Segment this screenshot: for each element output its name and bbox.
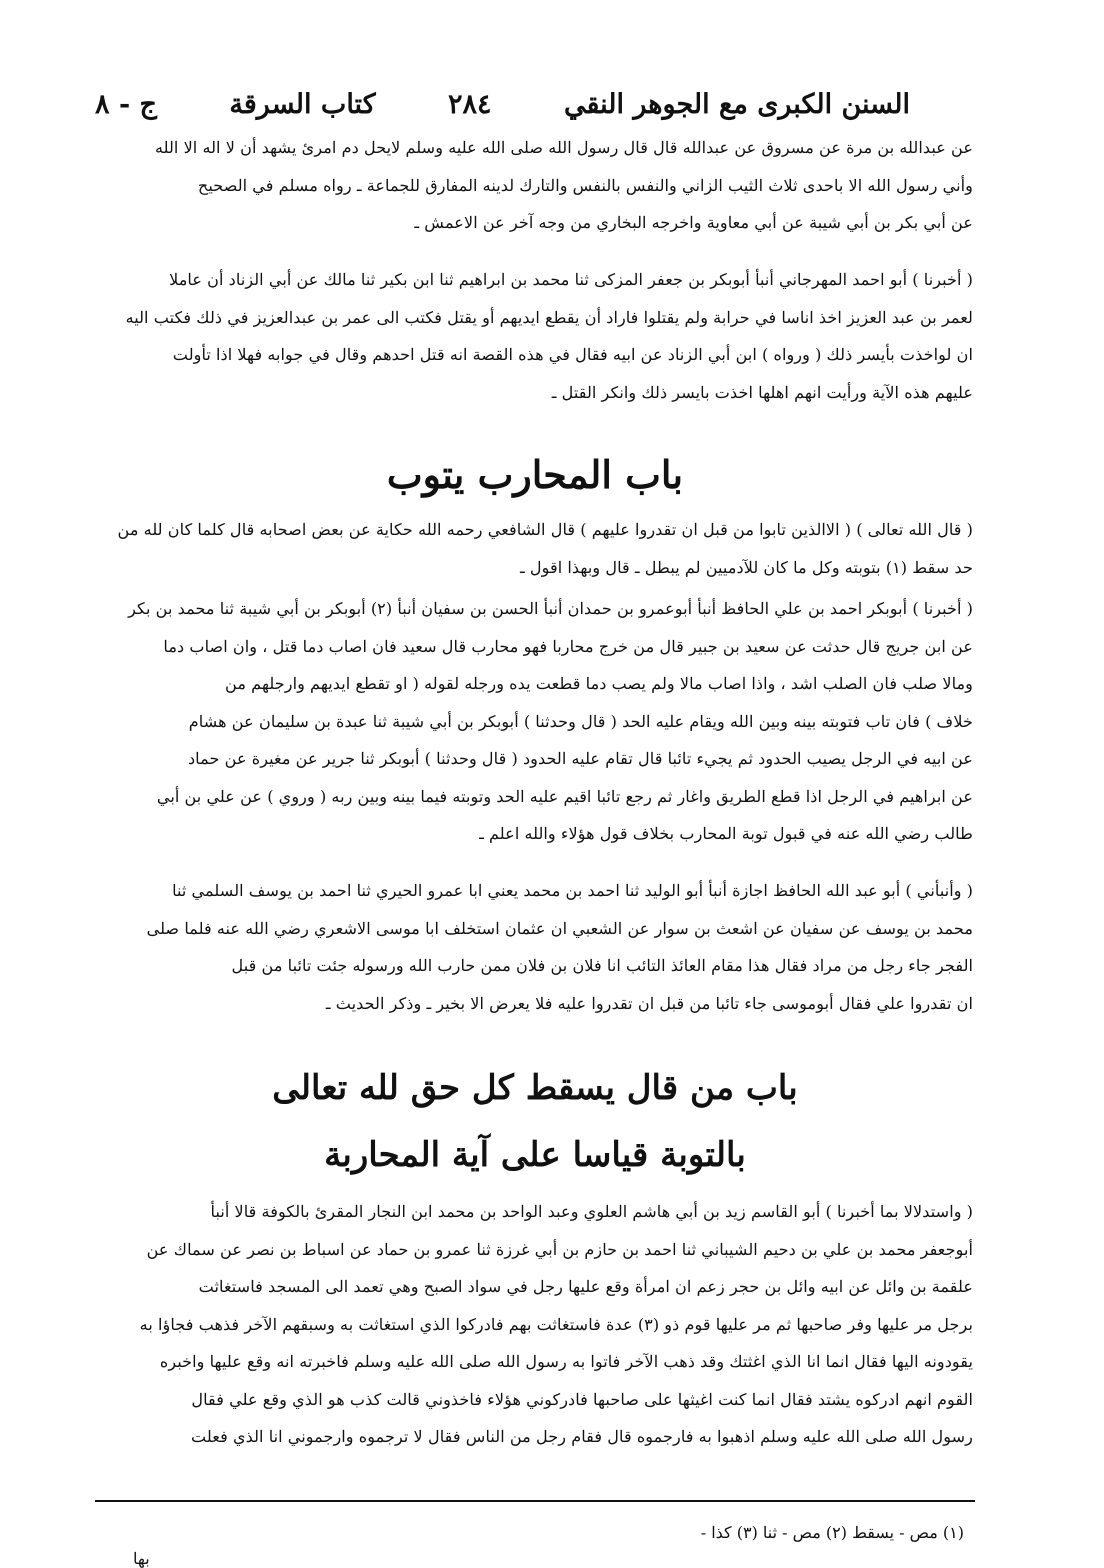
text-line: عن عبدالله بن مرة عن مسروق عن عبدالله قال قال رسول الله صلى الله عليه وسلم لايحل دم امرئ يشهد أن لا اله الا الله bbox=[154, 138, 973, 157]
text-line: ( أخبرنا ) أبو احمد المهرجاني أنبأ أبوبكر بن جعفر المزكى ثنا محمد بن ابراهيم ثنا ابن بكير ثنا مالك عن أبي الزناد أن عاملا bbox=[169, 270, 973, 289]
section-title: كتاب السرقة bbox=[229, 88, 376, 120]
chapter-heading-mutawwib: باب المحارب يتوب bbox=[386, 452, 684, 497]
text-line: عن ابراهيم في الرجل اذا قطع الطريق واغار ثم رجع تائبا اقيم عليه الحد وتوبته فيما بينه وبين ربه ( وروي ) عن علي بن أبي bbox=[156, 786, 973, 806]
text-line: ( وأنبأني ) أبو عبد الله الحافظ اجازة أنبأ أبو الوليد ثنا احمد بن محمد يعني ابا عمرو الحيري ثنا احمد بن يوسف السلمي ثنا bbox=[172, 881, 973, 900]
text-line: محمد بن يوسف عن سفيان عن اشعث بن سوار عن الشعبي ان عثمان استخلف ابا موسى الاشعري رضي الله عنه فلما صلى bbox=[146, 918, 973, 938]
text-line: طالب رضي الله عنه في قبول توبة المحارب بخلاف قول هؤلاء والله اعلم ـ bbox=[479, 824, 973, 843]
text-line: ان لواخذت بأيسر ذلك ( ورواه ) ابن أبي الزناد عن ابيه فقال في هذه القصة انه قتل احدهم وقال في جوابه فهلا اذا تأولت bbox=[172, 345, 973, 364]
text-line: عن ابيه في الرجل يصيب الحدود ثم يجيء تائبا قال تقام عليه الحدود ( قال وحدثنا ) أبوبكر ثنا جرير عن مغيرة عن حماد bbox=[187, 749, 973, 768]
text-line: القوم انهم ادركوه يشتد فقال انما كنت اغيثها على صاحبها فادركوني هؤلاء فاخذوني قالت كذب هو الذي وقع علي فقال bbox=[191, 1389, 973, 1409]
paragraph-5 bbox=[88, 872, 973, 1022]
volume-number: ج - ٨ bbox=[95, 88, 157, 120]
text-line: حد سقط (١) بتوبته وكل ما كان للآدميين لم يبطل ـ قال وبهذا اقول ـ bbox=[520, 557, 973, 577]
paragraph-4 bbox=[88, 590, 973, 853]
page-header bbox=[95, 82, 910, 126]
text-line: عن ابن جريج قال حدثت عن سعيد بن جبير قال من خرج محاربا فهو محارب قال سعيد فان اصاب دما قتل ، وان اصاب دما bbox=[163, 636, 973, 656]
text-line: خلاف ) فان تاب فتوبته بينه وبين الله ويقام عليه الحد ( قال وحدثنا ) أبوبكر بن أبي شيبة ثنا عبدة بن سليمان عن هشام bbox=[188, 711, 973, 731]
text-line: أبوجعفر محمد بن علي بن دحيم الشيباني ثنا احمد بن حازم بن أبي غرزة ثنا عمرو بن حماد عن اسباط بن نصر عن سماك عن bbox=[146, 1239, 973, 1259]
paragraph-2 bbox=[88, 261, 973, 411]
text-line: ( واستدلالا بما أخبرنا ) أبو القاسم زيد بن أبي هاشم العلوي وعبد الواحد بن محمد ابن النجار المقرئ بالكوفة قالا أنبأ bbox=[210, 1202, 973, 1221]
text-line: ( أخبرنا ) أبوبكر احمد بن علي الحافظ أنبأ أبوعمرو بن حمدان أنبأ الحسن بن سفيان أنبأ (٢) أبوبكر بن أبي شيبة ثنا محمد بن بكر bbox=[128, 599, 973, 618]
text-line: لعمر بن عبد العزيز اخذ اناسا في حرابة ولم يقتلوا فاراد أن يقطع ايديهم أو يقتل فكتب الى عمر بن عبدالعزيز في ذلك فكتب اليه bbox=[125, 307, 973, 327]
paragraph-3 bbox=[88, 511, 973, 586]
text-line: وأني رسول الله الا باحدى ثلاث الثيب الزاني والنفس بالنفس والتارك لدينه المفارق للجماعة ـ رواه مسلم في الصحيح bbox=[197, 175, 973, 195]
chapter-heading-line-1: باب من قال يسقط كل حق لله تعالى bbox=[272, 1068, 798, 1108]
book-title: السنن الكبرى مع الجوهر النقي bbox=[563, 88, 910, 120]
paragraph-1 bbox=[88, 129, 973, 242]
text-line: يقودونه اليها فقال انما انا الذي اغثتك وقد ذهب الآخر فاتوا به رسول الله صلى الله عليه وسلم فاخبرته انه وقع عليها واخبره bbox=[159, 1352, 973, 1371]
text-line: ومالا صلب فان الصلب اشد ، واذا اصاب مالا ولم يصب دما قطعت يده ورجله لقوله ( او تقطع ايديهم وارجلهم من bbox=[225, 674, 973, 693]
footnote-divider bbox=[95, 1500, 975, 1502]
text-line: رسول الله صلى الله عليه وسلم اذهبوا به فارجموه قال فقام رجل من الناس فقال لا ترجموه وارجموني انا الذي فعلت bbox=[191, 1427, 973, 1446]
text-line: الفجر جاء رجل من مراد فقال هذا مقام العائذ التائب انا فلان بن فلان ممن حارب الله ورسوله جئت تائبا من قبل bbox=[231, 956, 973, 975]
text-line: عليهم هذه الآية ورأيت انهم اهلها اخذت بايسر ذلك وانكر القتل ـ bbox=[551, 382, 973, 402]
catchword: بها bbox=[133, 1549, 150, 1568]
text-line: علقمة بن وائل عن ابيه وائل بن حجر زعم ان امرأة وقع عليها رجل في سواد الصبح وهي تعمد الى المسجد فاستغاثت bbox=[198, 1277, 973, 1296]
paragraph-6 bbox=[88, 1193, 973, 1456]
chapter-heading-line-2: بالتوبة قياسا على آية المحاربة bbox=[324, 1135, 746, 1175]
text-line: برجل مر عليها وفر صاحبها ثم مر عليها قوم ذو (٣) عدة فاستغاثت بهم فادركوا الذي استغاثت به وسبقهم الآخر فذهب فجاؤا به bbox=[139, 1314, 973, 1334]
text-line: عن أبي بكر بن أبي شيبة عن أبي معاوية واخرجه البخاري من وجه آخر عن الاعمش ـ bbox=[414, 213, 973, 232]
text-line: ان تقدروا علي فقال أبوموسى جاء تائبا من قبل ان تقدروا عليه فلا يعرض الا بخير ـ وذكر الحديث ـ bbox=[325, 993, 973, 1013]
page-number: ٢٨٤ bbox=[448, 88, 492, 120]
text-line: ( قال الله تعالى ) ( الاالذين تابوا من قبل ان تقدروا عليهم ) قال الشافعي رحمه الله حكاية عن بعض اصحابه قال كلما كان لله من bbox=[117, 520, 973, 539]
footnotes: (١) مص - يسقط (٢) مص - ثنا (٣) كذا - bbox=[700, 1523, 964, 1542]
